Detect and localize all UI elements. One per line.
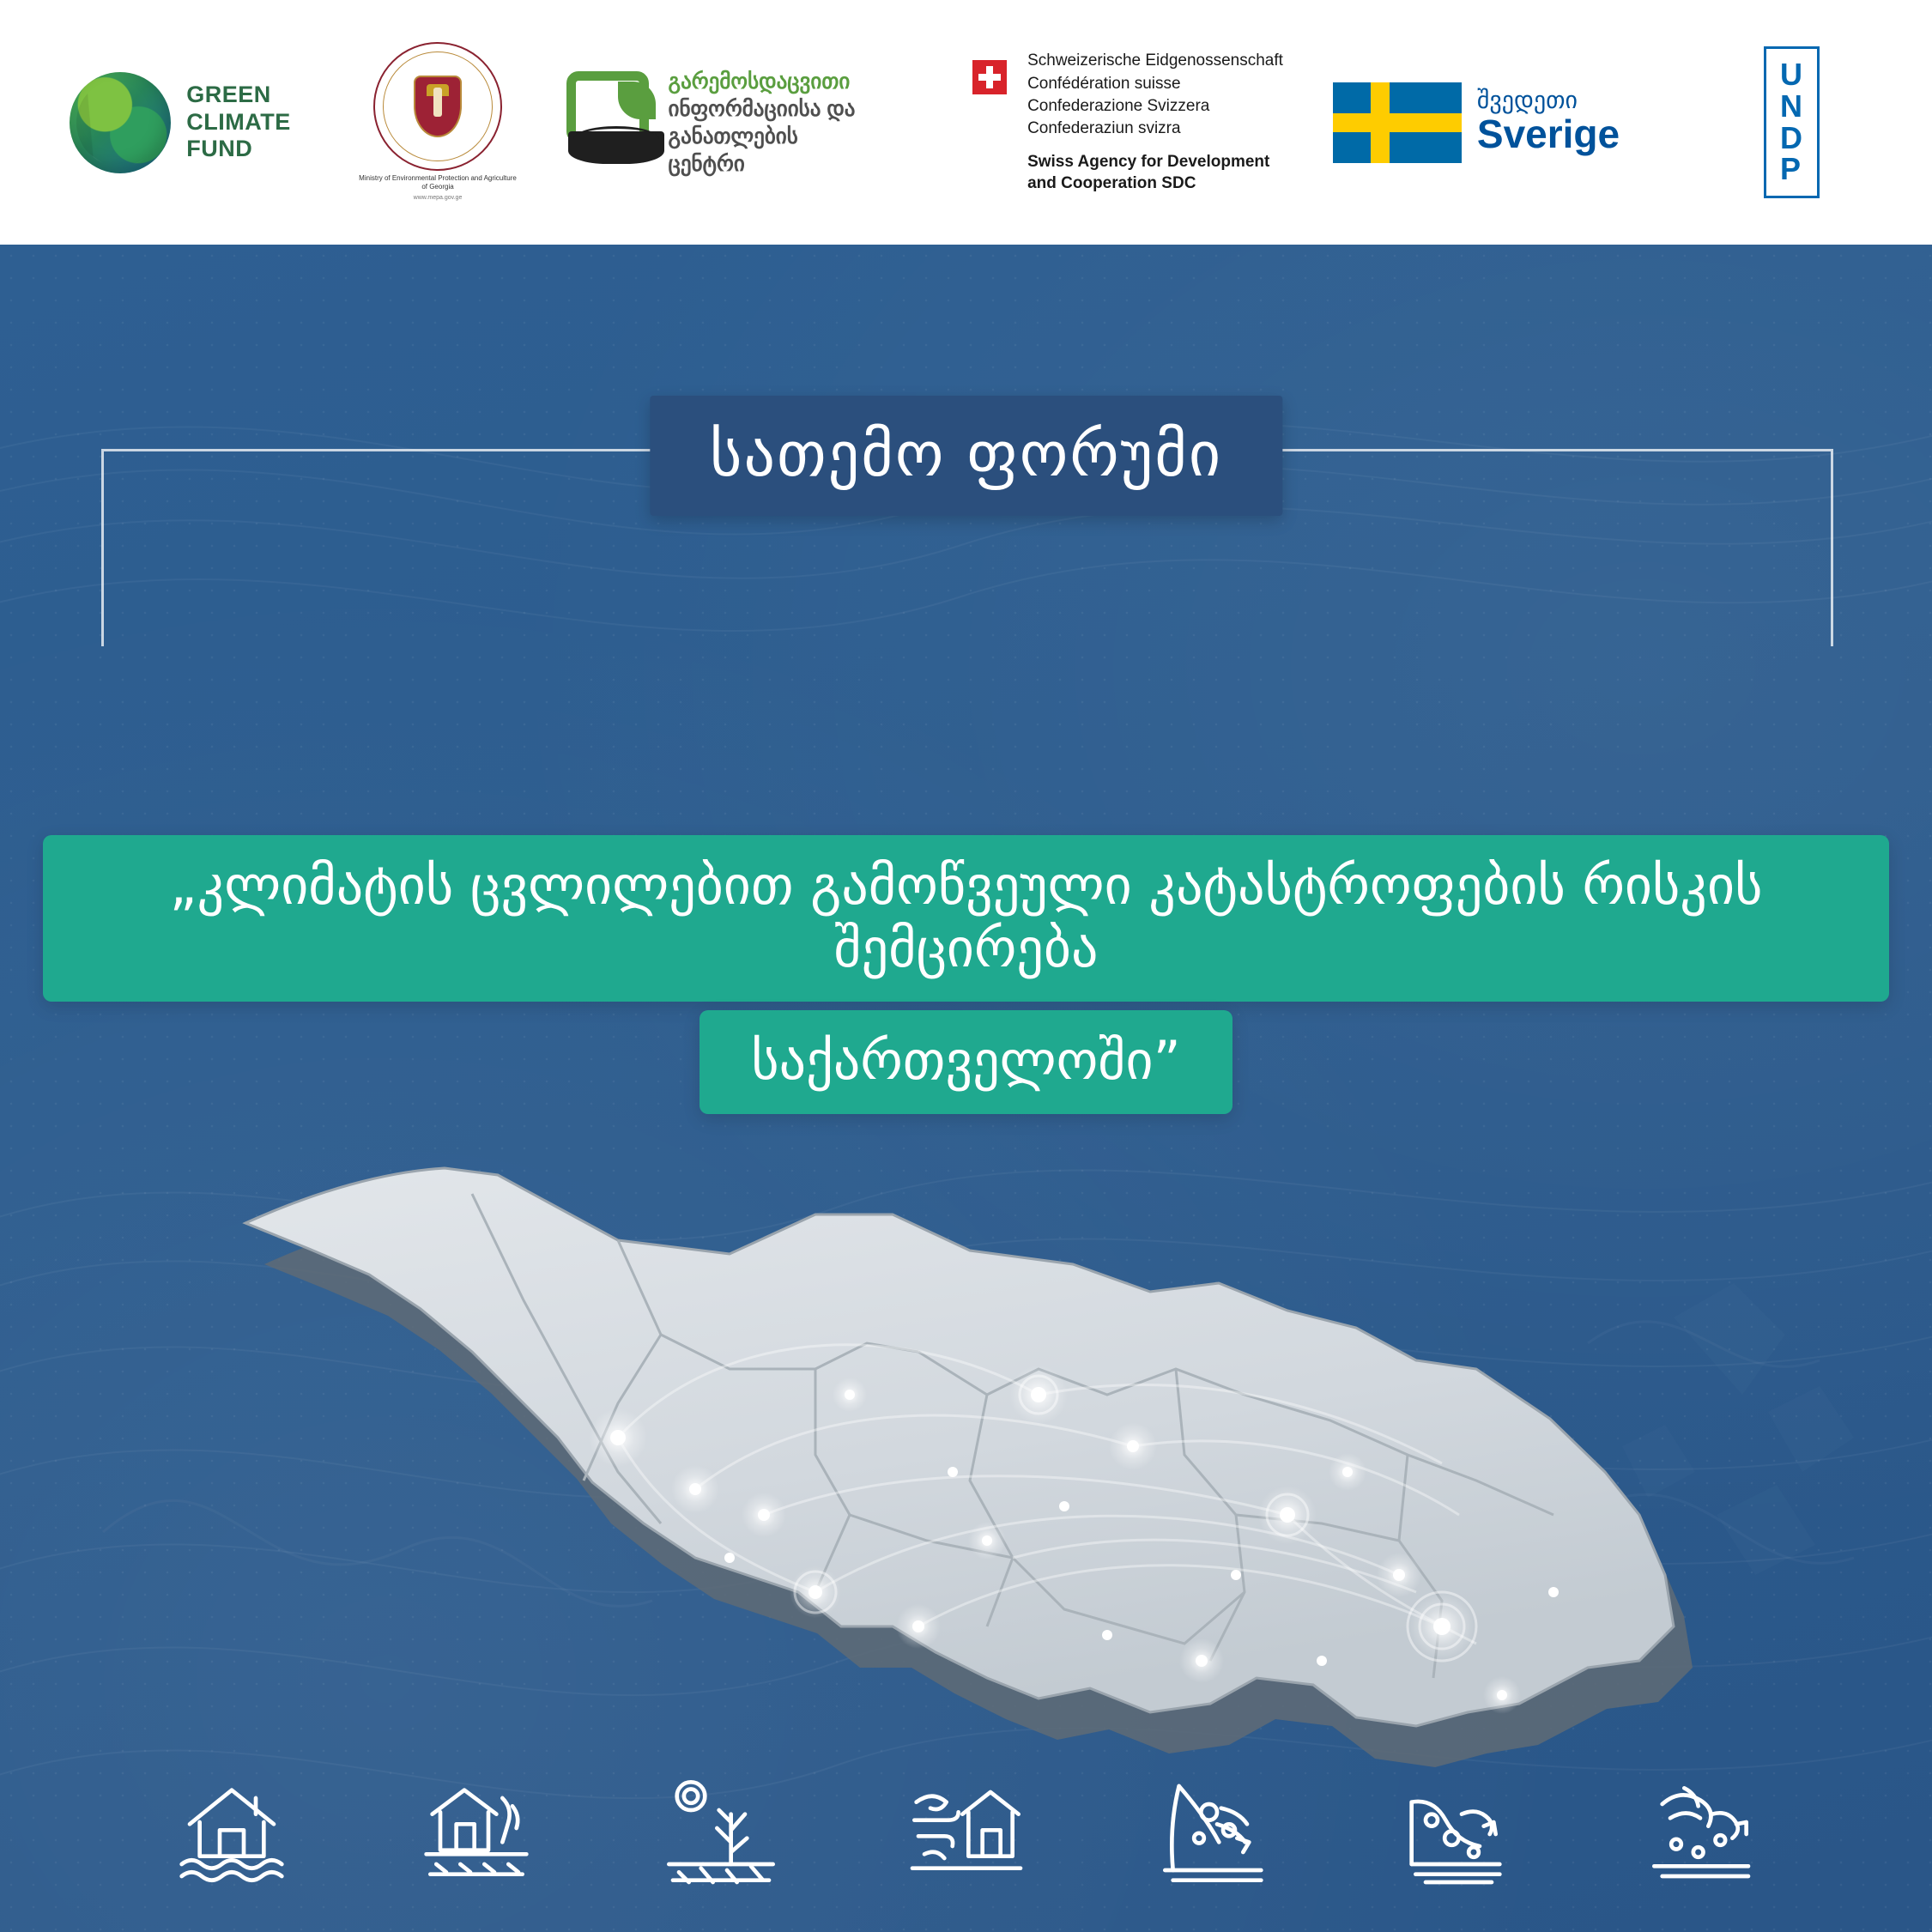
undp-letter-p: P xyxy=(1780,151,1802,187)
page-title: სათემო ფორუმი xyxy=(650,396,1282,516)
swiss-line-2: Confédération suisse xyxy=(1027,74,1181,93)
swiss-bold-line-2: and Cooperation SDC xyxy=(1027,173,1196,192)
swiss-flag-icon xyxy=(966,53,1014,101)
swiss-line-3: Confederazione Svizzera xyxy=(1027,96,1210,115)
swiss-cooperation-logo xyxy=(944,50,1305,194)
undp-logo-text xyxy=(1764,46,1820,198)
gcf-line-3: FUND xyxy=(186,136,253,162)
shield-icon xyxy=(415,77,460,136)
sweden-label-ka: შვედეთი xyxy=(1476,87,1578,114)
env-line-3: ცენტრი xyxy=(668,151,745,176)
flooded-house-icon xyxy=(150,1764,313,1893)
crown-icon xyxy=(427,84,449,96)
leaf-book-icon xyxy=(566,71,655,174)
gcf-line-1: GREEN xyxy=(186,81,271,107)
gcf-line-2: CLIMATE xyxy=(186,108,291,135)
partner-logo-bar xyxy=(0,0,1932,245)
sweden-flag-icon xyxy=(1333,82,1462,163)
swiss-bold-line-1: Swiss Agency for Development xyxy=(1027,153,1270,172)
hazard-icon-row xyxy=(0,1764,1932,1893)
windstorm-house-icon xyxy=(885,1764,1048,1893)
subtitle-line-1: „კლიმატის ცვლილებით გამოწვეული კატასტროფების რისკის შემცირება xyxy=(43,835,1889,1002)
undp-logo xyxy=(1648,46,1820,198)
environmental-information-centre-logo xyxy=(566,68,944,178)
swiss-line-4: Confederaziun svizra xyxy=(1027,119,1181,138)
ministry-logo-caption-en: Ministry of Environmental Protection and Agriculture of Georgia xyxy=(359,174,517,191)
globe-icon xyxy=(70,72,171,173)
map-body xyxy=(245,1168,1674,1726)
ministry-logo-site: www.mepa.gov.ge xyxy=(413,195,463,202)
sweden-logo-text xyxy=(1477,88,1620,156)
green-climate-fund-logo xyxy=(51,72,309,173)
undp-letter-d: D xyxy=(1780,119,1803,155)
sweden-label-en: Sverige xyxy=(1476,112,1620,157)
green-climate-fund-logo-text xyxy=(186,82,290,164)
env-line-1: გარემოსდაცვითი xyxy=(668,69,851,94)
drought-cracked-ground-icon xyxy=(639,1764,802,1893)
env-line-2: ინფორმაციისა და განათლების xyxy=(668,96,856,148)
coat-of-arms-icon xyxy=(373,42,502,171)
swiss-line-1: Schweizerische Eidgenossenschaft xyxy=(1027,51,1283,70)
subtitle-line-2: საქართველოში” xyxy=(700,1010,1232,1114)
avalanche-icon xyxy=(1130,1764,1293,1893)
sweden-logo xyxy=(1305,82,1648,163)
banner-canvas xyxy=(0,245,1932,1932)
env-centre-logo-text xyxy=(669,68,944,178)
hail-storm-icon xyxy=(1619,1764,1782,1893)
undp-letter-n: N xyxy=(1780,88,1803,124)
subtitle-block xyxy=(43,835,1889,1114)
coastal-erosion-house-icon xyxy=(395,1764,558,1893)
undp-letter-u: U xyxy=(1780,57,1803,93)
landslide-icon xyxy=(1374,1764,1537,1893)
ministry-logo xyxy=(309,42,566,203)
swiss-logo-text xyxy=(1027,50,1283,194)
